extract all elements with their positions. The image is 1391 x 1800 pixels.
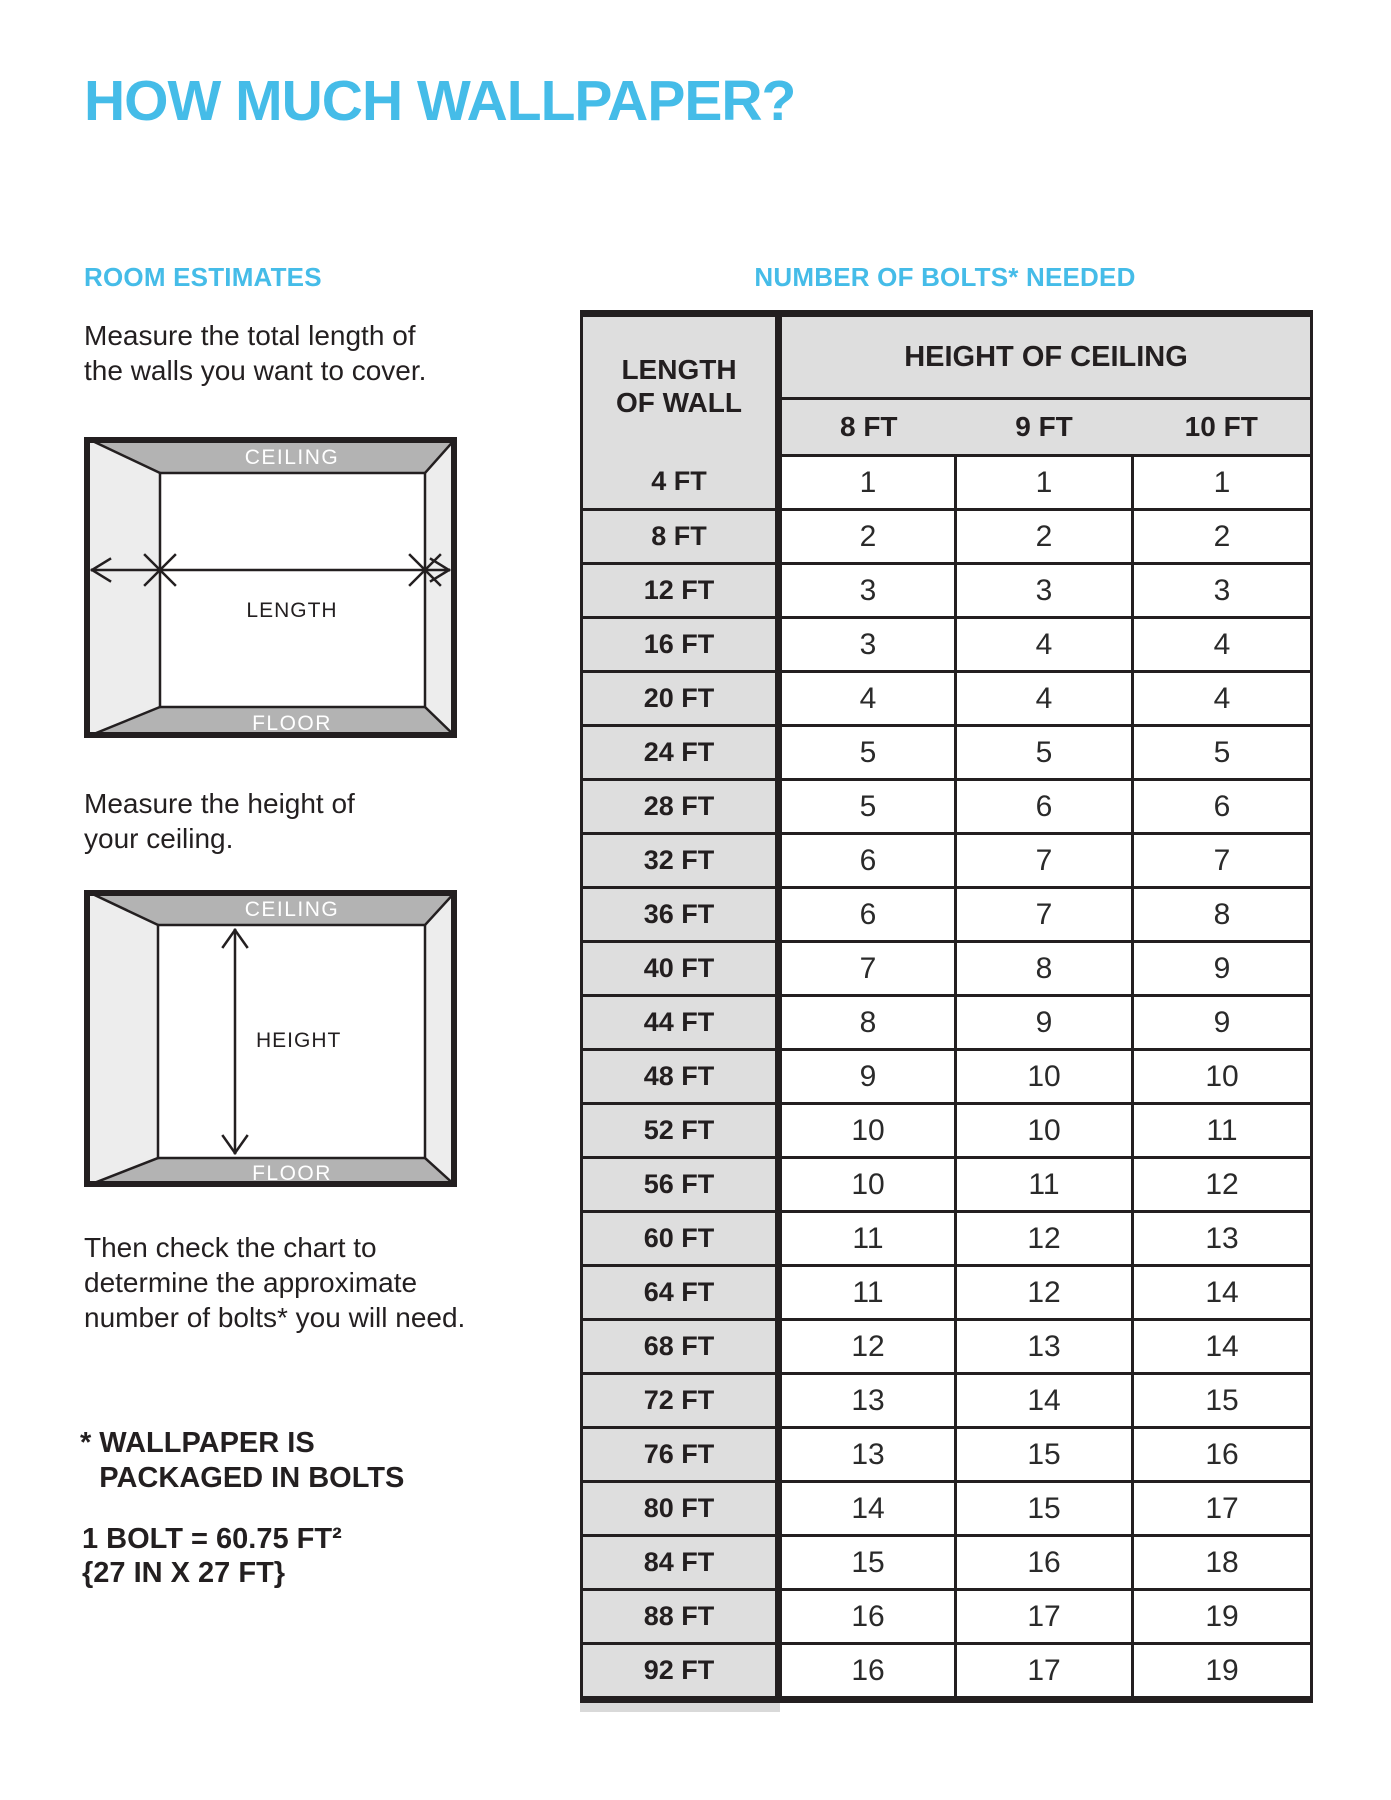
wall-length-cell: 12 FT <box>582 564 779 618</box>
text-line: Measure the total length of <box>84 320 416 351</box>
wall-length-cell: 40 FT <box>582 942 779 996</box>
back-wall-face <box>160 473 425 707</box>
bolt-count-cell: 6 <box>779 834 956 888</box>
table-row <box>582 888 1312 942</box>
room-length-diagram <box>84 437 457 743</box>
bolt-count-cell: 9 <box>1133 996 1312 1050</box>
bolt-count-cell: 13 <box>1133 1212 1312 1266</box>
bolts-needed-heading: NUMBER OF BOLTS* NEEDED <box>754 262 1136 292</box>
bolt-count-cell: 19 <box>1133 1590 1312 1644</box>
bolt-count-cell: 7 <box>779 942 956 996</box>
wall-length-cell: 48 FT <box>582 1050 779 1104</box>
bolt-count-cell: 3 <box>956 564 1133 618</box>
wall-length-cell: 92 FT <box>582 1644 779 1700</box>
bolt-count-cell: 10 <box>956 1050 1133 1104</box>
text-line: number of bolts* you will need. <box>84 1302 466 1333</box>
bolt-count-cell: 9 <box>779 1050 956 1104</box>
table-row <box>582 1374 1312 1428</box>
bolt-count-cell: 5 <box>779 726 956 780</box>
bolts-table <box>580 310 1313 1703</box>
bolt-count-cell: 14 <box>956 1374 1133 1428</box>
length-of-wall-header <box>582 314 779 456</box>
table-row <box>582 1590 1312 1644</box>
bolt-count-cell: 15 <box>956 1482 1133 1536</box>
table-shadow-strip <box>580 1703 780 1712</box>
text-line: Then check the chart to <box>84 1232 377 1263</box>
bolt-count-cell: 11 <box>956 1158 1133 1212</box>
bolt-count-cell: 4 <box>1133 672 1312 726</box>
table-row <box>582 1266 1312 1320</box>
wall-length-cell: 84 FT <box>582 1536 779 1590</box>
wall-length-cell: 20 FT <box>582 672 779 726</box>
table-row <box>582 1428 1312 1482</box>
bolts-table-wrap <box>580 310 1310 1712</box>
table-row <box>582 456 1312 510</box>
wall-length-cell: 72 FT <box>582 1374 779 1428</box>
bolt-count-cell: 12 <box>779 1320 956 1374</box>
table-row <box>582 780 1312 834</box>
bolt-count-cell: 14 <box>779 1482 956 1536</box>
table-row <box>582 1320 1312 1374</box>
wallpaper-bolts-footnote <box>80 1426 404 1496</box>
instruction-measure-height <box>84 786 355 856</box>
table-row <box>582 1482 1312 1536</box>
column-header-9ft: 9 FT <box>956 399 1133 456</box>
bolt-count-cell: 10 <box>779 1104 956 1158</box>
bolt-count-cell: 1 <box>1133 456 1312 510</box>
table-row <box>582 726 1312 780</box>
bolt-count-cell: 11 <box>1133 1104 1312 1158</box>
table-row <box>582 618 1312 672</box>
bolt-count-cell: 14 <box>1133 1266 1312 1320</box>
bolt-count-cell: 7 <box>956 888 1133 942</box>
bolt-dimensions-line: {27 IN X 27 FT} <box>82 1557 286 1589</box>
ceiling-label: CEILING <box>244 446 340 469</box>
bolt-count-cell: 1 <box>956 456 1133 510</box>
bolt-count-cell: 6 <box>779 888 956 942</box>
footnote-line: WALLPAPER IS <box>99 1427 315 1459</box>
bolt-spec <box>82 1522 342 1590</box>
table-row <box>582 1158 1312 1212</box>
bolt-count-cell: 8 <box>956 942 1133 996</box>
bolt-count-cell: 8 <box>1133 888 1312 942</box>
height-arrow <box>223 930 247 1153</box>
bolt-count-cell: 4 <box>779 672 956 726</box>
bolt-count-cell: 15 <box>779 1536 956 1590</box>
header-line: LENGTH <box>621 354 737 386</box>
bolt-count-cell: 12 <box>956 1266 1133 1320</box>
height-label: HEIGHT <box>256 1029 342 1052</box>
bolt-count-cell: 16 <box>779 1644 956 1700</box>
bolt-count-cell: 15 <box>1133 1374 1312 1428</box>
table-row <box>582 1212 1312 1266</box>
bolt-count-cell: 15 <box>956 1428 1133 1482</box>
height-of-ceiling-header: HEIGHT OF CEILING <box>779 314 1312 399</box>
bolt-count-cell: 9 <box>956 996 1133 1050</box>
wall-length-cell: 52 FT <box>582 1104 779 1158</box>
table-row <box>582 1644 1312 1700</box>
bolt-count-cell: 4 <box>956 672 1133 726</box>
bolt-count-cell: 4 <box>956 618 1133 672</box>
wall-length-cell: 56 FT <box>582 1158 779 1212</box>
instruction-check-chart <box>84 1230 465 1335</box>
bolt-count-cell: 5 <box>1133 726 1312 780</box>
bolt-count-cell: 2 <box>956 510 1133 564</box>
bolt-count-cell: 10 <box>1133 1050 1312 1104</box>
length-label: LENGTH <box>246 599 338 622</box>
table-row <box>582 942 1312 996</box>
wall-length-cell: 80 FT <box>582 1482 779 1536</box>
bolt-count-cell: 9 <box>1133 942 1312 996</box>
room-estimates-heading: ROOM ESTIMATES <box>84 262 322 292</box>
bolt-count-cell: 16 <box>779 1590 956 1644</box>
bolt-count-cell: 6 <box>956 780 1133 834</box>
bolt-count-cell: 18 <box>1133 1536 1312 1590</box>
wall-length-cell: 76 FT <box>582 1428 779 1482</box>
wall-length-cell: 68 FT <box>582 1320 779 1374</box>
text-line: your ceiling. <box>84 823 234 854</box>
ceiling-label: CEILING <box>244 898 340 921</box>
wall-length-cell: 4 FT <box>582 456 779 510</box>
left-wall-face <box>84 890 158 1187</box>
bolt-count-cell: 12 <box>1133 1158 1312 1212</box>
footnote-line: PACKAGED IN BOLTS <box>99 1462 405 1494</box>
bolt-count-cell: 13 <box>779 1374 956 1428</box>
table-row <box>582 510 1312 564</box>
bolt-count-cell: 2 <box>779 510 956 564</box>
bolt-count-cell: 16 <box>956 1536 1133 1590</box>
bolt-count-cell: 17 <box>956 1644 1133 1700</box>
bolt-count-cell: 3 <box>1133 564 1312 618</box>
wall-length-cell: 36 FT <box>582 888 779 942</box>
bolt-count-cell: 1 <box>779 456 956 510</box>
bolt-count-cell: 10 <box>779 1158 956 1212</box>
bolt-count-cell: 14 <box>1133 1320 1312 1374</box>
room-height-diagram <box>84 890 457 1192</box>
bolt-size-line: 1 BOLT = 60.75 FT² <box>82 1523 342 1555</box>
bolt-count-cell: 3 <box>779 618 956 672</box>
wall-length-cell: 8 FT <box>582 510 779 564</box>
table-row <box>582 1104 1312 1158</box>
text-line: Measure the height of <box>84 788 355 819</box>
text-line: determine the approximate <box>84 1267 418 1298</box>
asterisk: * <box>80 1427 92 1459</box>
floor-label: FLOOR <box>252 712 332 735</box>
header-line: OF WALL <box>616 387 742 419</box>
text-line: the walls you want to cover. <box>84 355 427 386</box>
left-wall-face <box>84 437 160 738</box>
wall-length-cell: 28 FT <box>582 780 779 834</box>
table-row <box>582 1536 1312 1590</box>
bolt-count-cell: 8 <box>779 996 956 1050</box>
bolt-count-cell: 3 <box>779 564 956 618</box>
table-row <box>582 834 1312 888</box>
bolt-count-cell: 12 <box>956 1212 1133 1266</box>
bolt-count-cell: 13 <box>779 1428 956 1482</box>
bolt-count-cell: 19 <box>1133 1644 1312 1700</box>
bolt-count-cell: 17 <box>1133 1482 1312 1536</box>
bolt-count-cell: 17 <box>956 1590 1133 1644</box>
table-row <box>582 564 1312 618</box>
bolt-count-cell: 7 <box>956 834 1133 888</box>
column-header-10ft: 10 FT <box>1133 399 1312 456</box>
wall-length-cell: 60 FT <box>582 1212 779 1266</box>
bolt-count-cell: 11 <box>779 1266 956 1320</box>
bolt-count-cell: 13 <box>956 1320 1133 1374</box>
bolt-count-cell: 5 <box>956 726 1133 780</box>
table-row <box>582 996 1312 1050</box>
bolt-count-cell: 7 <box>1133 834 1312 888</box>
bolt-count-cell: 4 <box>1133 618 1312 672</box>
wall-length-cell: 44 FT <box>582 996 779 1050</box>
bolt-count-cell: 10 <box>956 1104 1133 1158</box>
bolt-count-cell: 11 <box>779 1212 956 1266</box>
wall-length-cell: 88 FT <box>582 1590 779 1644</box>
page-title: HOW MUCH WALLPAPER? <box>84 69 796 133</box>
wall-length-cell: 32 FT <box>582 834 779 888</box>
wall-length-cell: 64 FT <box>582 1266 779 1320</box>
wall-length-cell: 24 FT <box>582 726 779 780</box>
wall-length-cell: 16 FT <box>582 618 779 672</box>
instruction-measure-length <box>84 318 426 388</box>
bolt-count-cell: 6 <box>1133 780 1312 834</box>
table-row <box>582 672 1312 726</box>
bolt-table-body <box>582 456 1312 1700</box>
table-row <box>582 1050 1312 1104</box>
bolt-count-cell: 2 <box>1133 510 1312 564</box>
bolt-count-cell: 5 <box>779 780 956 834</box>
bolt-count-cell: 16 <box>1133 1428 1312 1482</box>
floor-label: FLOOR <box>252 1162 332 1185</box>
column-header-8ft: 8 FT <box>779 399 956 456</box>
